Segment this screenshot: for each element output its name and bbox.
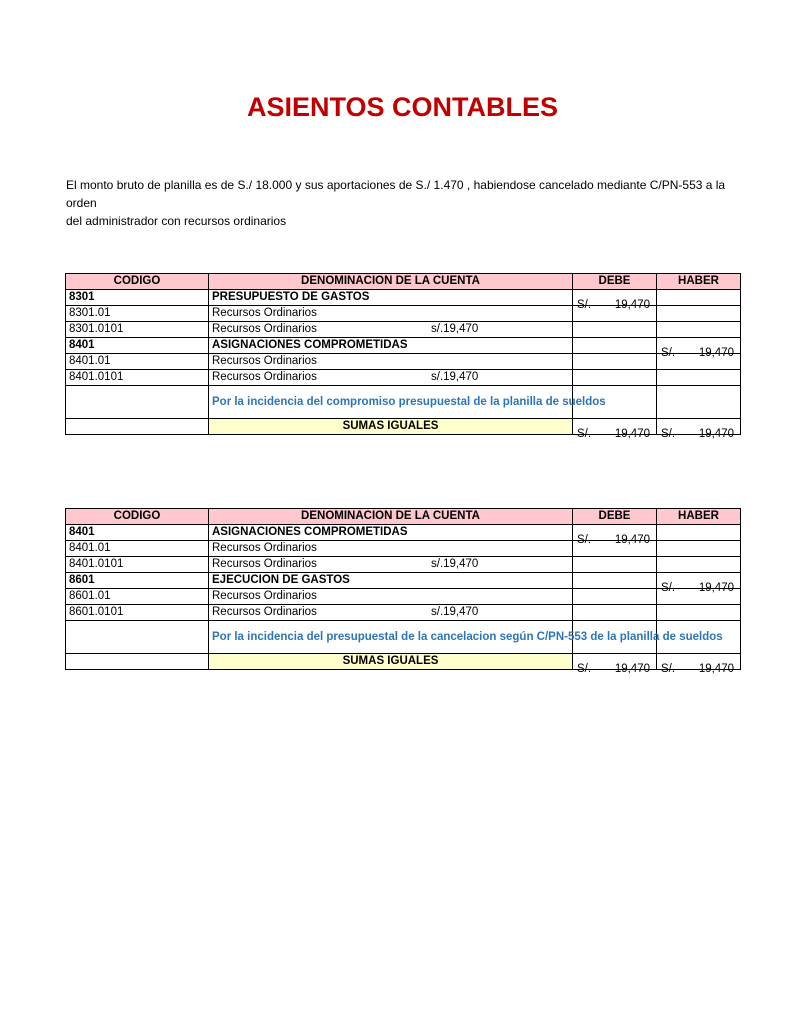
amount: 19,470 [614,427,650,440]
debe-cell [573,290,657,311]
note-code-cell [66,386,209,419]
account-row [66,306,741,322]
header-codigo: CODIGO [66,274,209,290]
haber-cell [657,573,741,594]
totals-row [66,654,741,670]
currency: S/. [577,298,592,311]
account-name-cell [209,370,573,386]
debe-cell [573,354,657,370]
haber-cell [657,338,741,359]
note-row [66,621,741,654]
currency: S/. [577,533,592,546]
debe-cell [573,370,657,386]
account-code: 8401.0101 [66,557,209,573]
description-line-2: del administrador con recursos ordinarios [66,214,287,228]
account-code: 8301 [66,290,209,306]
account-name: EJECUCION DE GASTOS [212,574,350,586]
header-haber: HABER [657,509,741,525]
account-code: 8601.01 [66,589,209,605]
account-name: Recursos Ordinarios [212,355,317,367]
account-code: 8401.01 [66,354,209,370]
haber-cell [657,541,741,557]
note-row [66,386,741,419]
account-code: 8401 [66,338,209,354]
account-code: 8401.0101 [66,370,209,386]
account-row [66,589,741,605]
description [66,176,746,230]
entry-note: Por la incidencia del compromiso presupuestal de la planilla de sueldos [209,386,573,419]
totals-code-cell [66,419,209,435]
inline-amount: s/.19,470 [431,558,479,570]
account-row [66,525,741,541]
inline-amount: s/.19,470 [431,371,479,383]
haber-cell [657,525,741,541]
total-debe [573,654,657,675]
currency: S/. [661,346,676,359]
debe-cell [573,605,657,621]
account-name: Recursos Ordinarios [212,606,317,618]
haber-cell [657,354,741,370]
account-row [66,605,741,621]
inline-amount: s/.19,470 [431,323,479,335]
total-haber [657,419,741,440]
header-codigo: CODIGO [66,509,209,525]
amount: 19,470 [698,427,734,440]
debe-cell [573,525,657,546]
sumas-iguales-label: SUMAS IGUALES [209,419,573,435]
total-debe [573,419,657,440]
currency: S/. [661,427,676,440]
account-name-cell [209,322,573,338]
account-row [66,322,741,338]
totals-row [66,419,741,435]
haber-cell [657,290,741,306]
account-row [66,338,741,354]
account-name: Recursos Ordinarios [212,542,317,554]
haber-cell [657,589,741,605]
debe-cell [573,541,657,557]
haber-cell [657,557,741,573]
header-debe: DEBE [573,509,657,525]
haber-cell [657,370,741,386]
currency: S/. [577,662,592,675]
debe-cell [573,306,657,322]
currency: S/. [661,581,676,594]
header-row [66,274,741,290]
account-row [66,573,741,589]
amount: 19,470 [698,346,734,359]
account-name-cell [209,338,573,354]
account-name-cell [209,557,573,573]
account-row [66,354,741,370]
haber-cell [657,605,741,621]
account-code: 8601.0101 [66,605,209,621]
header-row [66,509,741,525]
account-name-cell [209,354,573,370]
account-name-cell [209,290,573,306]
account-row [66,557,741,573]
account-name: Recursos Ordinarios [212,558,317,570]
header-denominacion: DENOMINACION DE LA CUENTA [209,509,573,525]
account-name: PRESUPUESTO DE GASTOS [212,291,370,303]
amount: 19,470 [698,581,734,594]
page-title: ASIENTOS CONTABLES [246,92,559,122]
amount: 19,470 [614,533,650,546]
account-name-cell [209,589,573,605]
debe-cell [573,573,657,589]
entry-note: Por la incidencia del presupuestal de la cancelacion según C/PN-553 de la planilla de sueldos [209,621,573,654]
account-code: 8601 [66,573,209,589]
account-name: Recursos Ordinarios [212,323,317,335]
account-row [66,370,741,386]
sumas-iguales-label: SUMAS IGUALES [209,654,573,670]
amount: 19,470 [614,662,650,675]
amount: 19,470 [698,662,734,675]
entry-rows [66,525,741,621]
account-name-cell [209,605,573,621]
amount: 19,470 [614,298,650,311]
haber-cell [657,322,741,338]
account-code: 8401.01 [66,541,209,557]
account-code: 8301.01 [66,306,209,322]
inline-amount: s/.19,470 [431,606,479,618]
account-name-cell [209,306,573,322]
journal-entry-2 [65,508,741,675]
debe-cell [573,589,657,605]
header-denominacion: DENOMINACION DE LA CUENTA [209,274,573,290]
totals-code-cell [66,654,209,670]
debe-cell [573,557,657,573]
account-name-cell [209,573,573,589]
currency: S/. [577,427,592,440]
note-haber-cell [657,386,741,419]
account-row [66,290,741,306]
account-name: Recursos Ordinarios [212,307,317,319]
journal-entry-1 [65,273,741,440]
account-name: Recursos Ordinarios [212,371,317,383]
account-name-cell [209,541,573,557]
account-name: ASIGNACIONES COMPROMETIDAS [212,339,408,351]
account-name: Recursos Ordinarios [212,590,317,602]
entry-rows [66,290,741,386]
account-name-cell [209,525,573,541]
haber-cell [657,306,741,322]
currency: S/. [661,662,676,675]
total-haber [657,654,741,675]
debe-cell [573,322,657,338]
account-code: 8301.0101 [66,322,209,338]
account-row [66,541,741,557]
header-debe: DEBE [573,274,657,290]
debe-cell [573,338,657,354]
header-haber: HABER [657,274,741,290]
account-code: 8401 [66,525,209,541]
note-code-cell [66,621,209,654]
account-name: ASIGNACIONES COMPROMETIDAS [212,526,408,538]
description-line-1: El monto bruto de planilla es de S./ 18.000 y sus aportaciones de S./ 1.470 , habiendose cancelado mediante C/PN-553 a la orden [66,178,726,210]
